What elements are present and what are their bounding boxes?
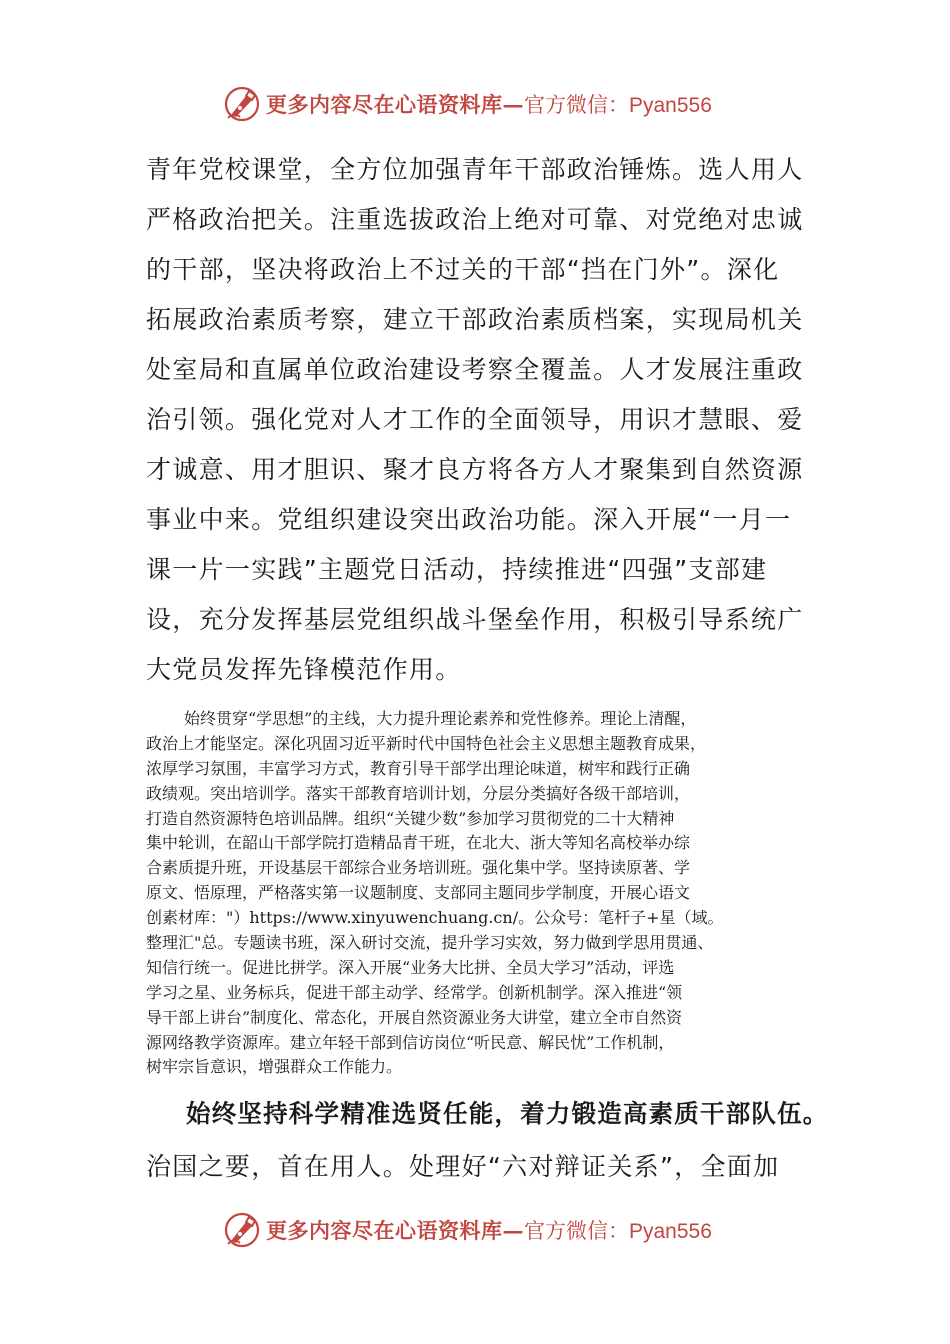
text-line: 导干部上讲台”制度化、常态化，开展自然资源业务大讲堂，建立全市自然资 xyxy=(146,1007,683,1027)
text-line: 合素质提升班，开设基层干部综合业务培训班。强化集中学。坚持读原著、学 xyxy=(146,858,691,878)
text-line: 始终贯穿“学思想”的主线，大力提升理论素养和党性修养。理论上清醒， xyxy=(184,709,697,728)
text-line: 的干部，坚决将政治上不过关的干部“挡在门外”。深化 xyxy=(146,255,780,284)
text-line: 才诚意、用才胆识、聚才良方将各方人才聚集到自然资源 xyxy=(146,455,804,484)
section-heading: 始终坚持科学精准选贤任能，着力锻造高素质干部队伍。 xyxy=(186,1099,829,1128)
text-line: 设，充分发挥基层党组织战斗堡垒作用，积极引导系统广 xyxy=(146,605,804,634)
watermark-wechat-text: 官方微信：Pyan556 xyxy=(524,1220,712,1243)
text-line: 政治上才能坚定。深化巩固习近平新时代中国特色社会主义思想主题教育成果， xyxy=(146,733,707,753)
text-line: 事业中来。党组织建设突出政治功能。深入开展“一月一 xyxy=(146,505,792,534)
text-line: 大党员发挥先锋模范作用。 xyxy=(146,655,462,684)
text-line: 青年党校课堂，全方位加强青年干部政治锤炼。选人用人 xyxy=(146,155,804,184)
text-line: 集中轮训，在韶山干部学院打造精品青干班，在北大、浙大等知名高校举办综 xyxy=(146,833,691,853)
text-line: 知信行统一。促进比拼学。深入开展“业务大比拼、全员大学习”活动，评选 xyxy=(146,957,675,977)
watermark-lead-text: 更多内容尽在心语资料库— xyxy=(266,1218,524,1243)
text-line: 政绩观。突出培训学。落实干部教育培训计划，分层分类搞好各级干部培训， xyxy=(146,783,691,803)
text-line: 浓厚学习氛围，丰富学习方式，教育引导干部学出理论味道，树牢和践行正确 xyxy=(146,758,691,778)
watermark-wechat-text: 官方微信：Pyan556 xyxy=(524,94,712,117)
text-line: 治引领。强化党对人才工作的全面领导，用识才慧眼、爱 xyxy=(146,405,804,434)
pen-nib-icon xyxy=(222,84,262,124)
watermark-banner-top xyxy=(222,84,712,124)
watermark-lead-text: 更多内容尽在心语资料库— xyxy=(266,92,524,117)
text-line: 打造自然资源特色培训品牌。组织“关键少数”参加学习贯彻党的二十大精神 xyxy=(146,808,675,828)
text-line: 源网络教学资源库。建立年轻干部到信访岗位“听民意、解民忧”工作机制， xyxy=(146,1032,675,1052)
pen-nib-icon xyxy=(222,1210,262,1250)
body-paragraph-3: 治国之要，首在用人。处理好“六对辩证关系”，全面加 xyxy=(146,1152,780,1181)
text-line: 拓展政治素质考察，建立干部政治素质档案，实现局机关 xyxy=(146,305,804,334)
text-line: 处室局和直属单位政治建设考察全覆盖。人才发展注重政 xyxy=(146,355,804,384)
watermark-banner-bottom xyxy=(222,1210,712,1250)
body-paragraph-1 xyxy=(146,145,811,695)
text-line: 整理汇"总。专题读书班，深入研讨交流，提升学习实效，努力做到学思用贯通、 xyxy=(146,933,714,953)
text-line: 原文、悟原理，严格落实第一议题制度、支部同主题同步学制度，开展心语文 xyxy=(146,883,691,903)
text-line: 严格政治把关。注重选拔政治上绝对可靠、对党绝对忠诚 xyxy=(146,205,804,234)
text-line: 创素材库："）https://www.xinyuwenchuang.cn/。公众号：笔杆子+星（域。 xyxy=(146,908,724,928)
text-line: 树牢宗旨意识，增强群众工作能力。 xyxy=(146,1057,403,1077)
text-line: 课一片一实践”主题党日活动，持续推进“四强”支部建 xyxy=(146,555,768,584)
text-line: 学习之星、业务标兵，促进干部主动学、经常学。创新机制学。深入推进“领 xyxy=(146,982,683,1002)
body-paragraph-2 xyxy=(146,707,824,1080)
